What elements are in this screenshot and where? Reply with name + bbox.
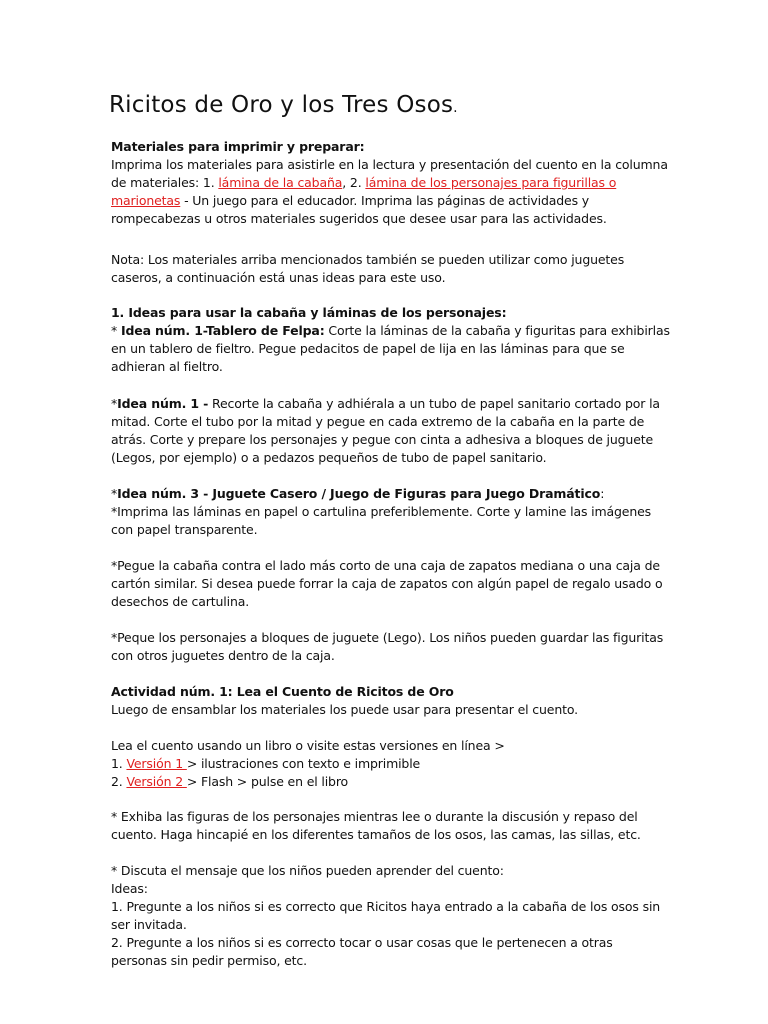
title-text: Ricitos de Oro y los Tres Osos [109, 92, 454, 118]
discussion-idea-2: 2. Pregunte a los niños si es correcto tocar o usar cosas que le pertenecen a otras personas sin pedir permiso, etc. [111, 935, 613, 968]
title-period: . [453, 100, 458, 116]
shoebox-section [111, 557, 671, 611]
idea-tube-prefix: * [111, 396, 118, 411]
shoebox-paragraph: *Pegue la cabaña contra el lado más corto de una caja de zapatos mediana o una caja de cartón similar. Si desea puede forrar la caja de zapatos con algún papel de regalo usado o desechos de cartulina. [111, 558, 663, 609]
version-1-text: > ilustraciones con texto e imprimible [186, 756, 421, 771]
discussion-paragraph: * Discuta el mensaje que los niños pueden aprender del cuento: [111, 863, 504, 878]
note-paragraph: Nota: Los materiales arriba mencionados también se pueden utilizar como juguetes caseros, a continuación está unas ideas para este uso. [111, 252, 625, 285]
lego-paragraph: *Peque los personajes a bloques de juguete (Lego). Los niños pueden guardar las figuritas con otros juguetes dentro de la caja. [111, 630, 664, 663]
materials-paragraph [111, 156, 671, 228]
online-versions-section [111, 737, 671, 791]
page-title [109, 92, 458, 118]
idea-tube-title: Idea núm. 1 - [117, 396, 209, 411]
cabin-sheet-link[interactable]: lámina de la cabaña [218, 175, 343, 190]
version-2-number: 2. [111, 774, 127, 789]
materials-section [111, 138, 671, 228]
materials-heading: Materiales para imprimir y preparar: [111, 139, 365, 154]
online-intro: Lea el cuento usando un libro o visite estas versiones en línea > [111, 738, 505, 753]
materials-text-1: Imprima los materiales para asistirle en la lectura y presentación del cuento en la columna de materiales: 1. [111, 157, 668, 190]
idea-tube-section [111, 395, 671, 467]
version-2-text: > Flash > pulse en el libro [186, 774, 349, 789]
idea-felt-board [111, 322, 671, 376]
materials-text-3: - Un juego para el educador. Imprima las páginas de actividades y rompecabezas u otros materiales sugeridos que desee usar para las actividades. [111, 193, 607, 226]
version-1-item [111, 755, 671, 773]
lego-section [111, 629, 671, 665]
idea-toy-text: *Imprima las láminas en papel o cartulina preferiblemente. Corte y lamine las imágenes con papel transparente. [111, 504, 652, 537]
discussion-idea-1: 1. Pregunte a los niños si es correcto que Ricitos haya entrado a la cabaña de los osos sin ser invitada. [111, 899, 661, 932]
idea-toy-prefix: * [111, 486, 118, 501]
characters-sheet-link[interactable]: lámina de los personajes para figurillas o marionetas [111, 175, 617, 208]
discussion-section [111, 862, 671, 970]
version-2-link[interactable]: Versión 2 [126, 774, 187, 789]
exhibit-paragraph: * Exhiba las figuras de los personajes mientras lee o durante la discusión y repaso del cuento. Haga hincapié en los diferentes tamaños de los osos, las camas, las sillas, etc. [111, 809, 641, 842]
activity-section [111, 683, 671, 719]
idea-toy-title: Idea núm. 3 - Juguete Casero / Juego de Figuras para Juego Dramático [117, 486, 601, 501]
version-2-item [111, 773, 671, 791]
ideas-label: Ideas: [111, 881, 148, 896]
idea-felt-board-prefix: * [111, 323, 121, 338]
idea-toy-section [111, 485, 671, 539]
materials-text-2: , 2. [342, 175, 366, 190]
idea-tube [111, 395, 671, 467]
exhibit-section [111, 808, 671, 844]
version-1-link[interactable]: Versión 1 [126, 756, 187, 771]
idea-toy-colon: : [600, 486, 605, 501]
idea-tube-text: Recorte la cabaña y adhiérala a un tubo de papel sanitario cortado por la mitad. Corte el tubo por la mitad y pegue en cada extremo de la cabaña en la parte de atrás. Corte y prepare los personajes y pegue con cinta a adhesiva a bloques de juguete (Legos, por ejemplo) o a pedazos pequeños de tubo de papel sanitario. [111, 396, 660, 465]
idea-toy-heading [111, 485, 671, 503]
ideas-heading: 1. Ideas para usar la cabaña y láminas de los personajes: [111, 305, 507, 320]
activity-heading: Actividad núm. 1: Lea el Cuento de Ricitos de Oro [111, 684, 454, 699]
version-1-number: 1. [111, 756, 127, 771]
idea-felt-board-text: Corte la láminas de la cabaña y figuritas para exhibirlas en un tablero de fieltro. Pegue pedacitos de papel de lija en las láminas para que se adhieran al fieltro. [111, 323, 670, 374]
ideas-section [111, 304, 671, 376]
activity-text: Luego de ensamblar los materiales los puede usar para presentar el cuento. [111, 702, 578, 717]
note-section [111, 251, 671, 287]
idea-felt-board-title: Idea núm. 1-Tablero de Felpa: [120, 323, 325, 338]
